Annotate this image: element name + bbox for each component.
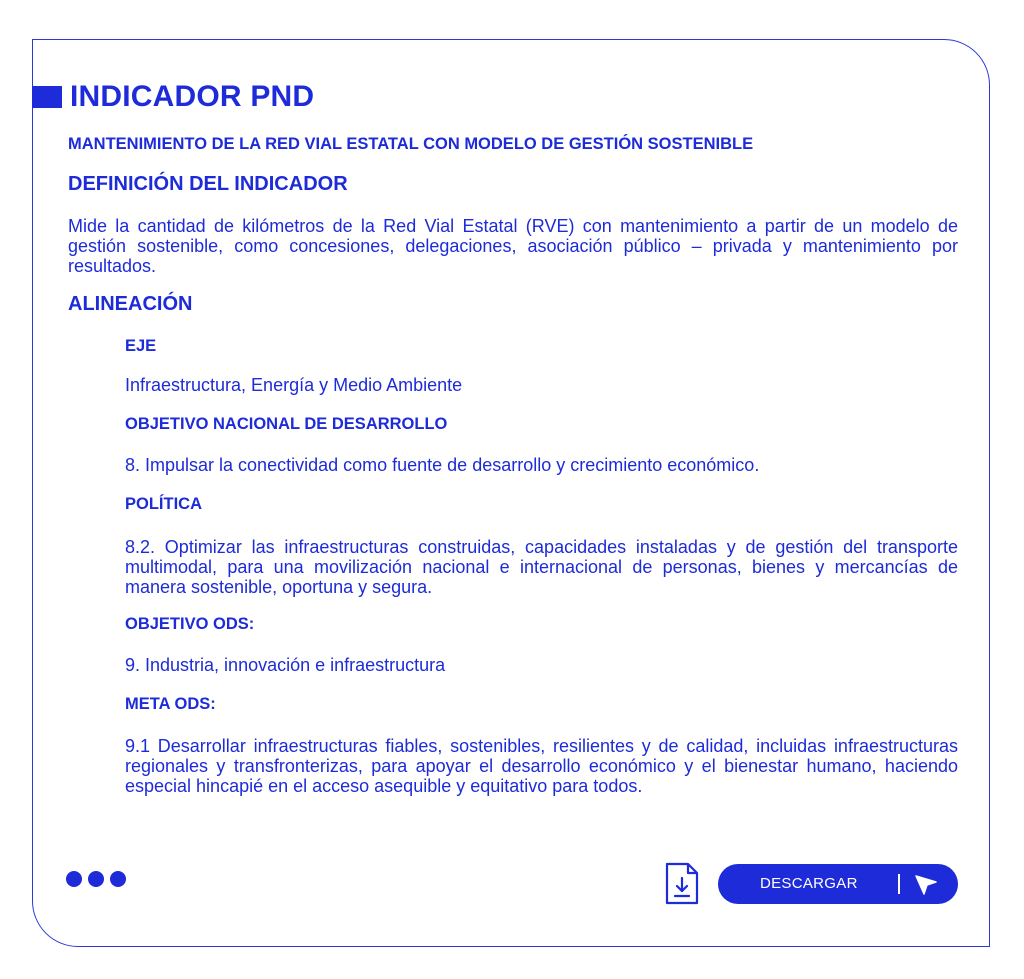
dot	[110, 871, 126, 887]
cursor-arrow-icon	[914, 873, 938, 897]
document-download-icon[interactable]	[664, 862, 700, 906]
objetivo-label: OBJETIVO NACIONAL DE DESARROLLO	[125, 415, 448, 433]
download-button-label: DESCARGAR	[760, 875, 858, 892]
politica-label: POLÍTICA	[125, 495, 202, 513]
ods-label: OBJETIVO ODS:	[125, 615, 255, 633]
page-title: INDICADOR PND	[70, 80, 315, 113]
definition-heading: DEFINICIÓN DEL INDICADOR	[68, 173, 348, 195]
download-button[interactable]	[718, 864, 958, 904]
definition-text: Mide la cantidad de kilómetros de la Red Vial Estatal (RVE) con mantenimiento a partir de un modelo de gestión sostenible, como concesiones, delegaciones, asociación público – privada y mantenimiento por resultados.	[68, 216, 958, 276]
indicator-name: MANTENIMIENTO DE LA RED VIAL ESTATAL CON MODELO DE GESTIÓN SOSTENIBLE	[68, 135, 754, 153]
ods-value: 9. Industria, innovación e infraestructura	[125, 655, 446, 675]
more-dots-icon[interactable]	[66, 871, 126, 887]
dot	[88, 871, 104, 887]
title-row	[32, 80, 314, 114]
meta-value: 9.1 Desarrollar infraestructuras fiables, sostenibles, resilientes y de calidad, incluidas infraestructuras regionales y transfronterizas, para apoyar el desarrollo económico y el bienestar humano, haciendo especial hincapié en el acceso asequible y equitativo para todos.	[125, 736, 958, 796]
objetivo-value: 8. Impulsar la conectividad como fuente de desarrollo y crecimiento económico.	[125, 455, 760, 475]
title-marker	[32, 86, 62, 108]
politica-value: 8.2. Optimizar las infraestructuras construidas, capacidades instaladas y de gestión del transporte multimodal, para una movilización nacional e internacional de personas, bienes y mercancías de manera sostenible, oportuna y segura.	[125, 537, 958, 597]
eje-value: Infraestructura, Energía y Medio Ambiente	[125, 375, 463, 395]
eje-label: EJE	[125, 337, 157, 355]
dot	[66, 871, 82, 887]
meta-label: META ODS:	[125, 695, 216, 713]
button-divider	[898, 874, 900, 894]
alignment-heading: ALINEACIÓN	[68, 293, 193, 315]
